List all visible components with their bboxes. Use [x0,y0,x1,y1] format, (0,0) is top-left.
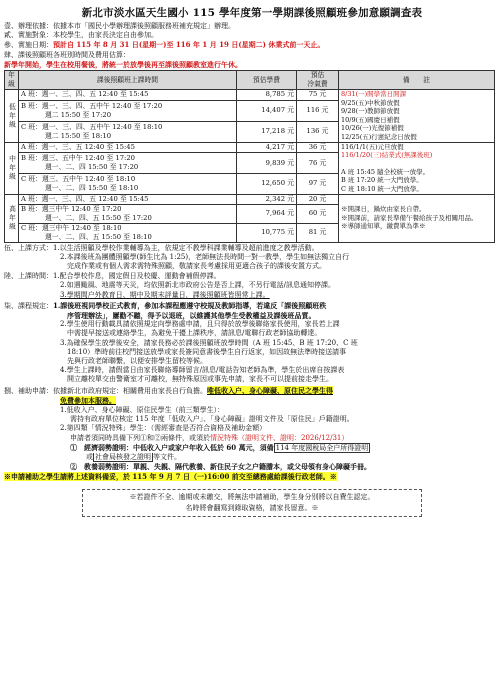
col-notes: 備 註 [339,71,495,90]
qi-item-2b: 中需提早接送或連絡學生，為避免干擾上課秩序，請訊息/電聯行政老師協助轉達。 [67,329,322,338]
footer-notice-box [82,489,422,517]
ba-item-2c1: ① 經濟弱勢證明：中低收入户或家户年收入低於 60 萬元，須備 [70,442,274,452]
time-line: A 班：週一、三、五 12:40 至 15:45 [21,142,135,151]
fee-cell: 4,217 元 [237,142,297,153]
section-wu [4,244,500,272]
time-line: B 班：週一、三、四、五中午 12:40 至 17:20 [21,101,163,110]
ba-income-proof-box: 114 年度國稅局全户所得證明 [275,443,369,452]
basis-line: 壹、辦理依據：依據本市「國民小學辦理課後照顧服務班補充規定」辦理。 [4,22,235,30]
time-line: A 班：週一、三、四、五 12:40 至 15:45 [21,90,149,99]
time-cell [19,142,237,153]
ac-fee-cell: 116 元 [297,100,339,121]
ac-fee-cell: 97 元 [297,173,339,194]
lu-item-3: 3.學期間户外教育日、期中及期末評量日，課後照顧班皆照常上課。 [60,290,270,299]
notes-cell [339,142,495,194]
note-line: ※開課日，鍋炊由家長自帶。 [341,205,426,214]
qi-item-4a: 4.學生上課時，請假當日由家長聯絡導師留言/訊息/電話告知老師為準，學生於出席自按課表 [60,366,345,375]
grade-cell: 低年級 [5,90,19,143]
col-ac: 預估 冷氣費 [297,71,339,90]
note-line: 10/9(五)國慶日補假 [341,115,400,124]
document-title: 新北市淡水區天生國小 115 學年度第一學期課後照顧班參加意願調查表 [81,7,423,19]
ac-fee-cell: 60 元 [297,204,339,223]
note-line: B 班 17:20 統一大門放學。 [341,176,423,185]
table-header-row [5,71,495,90]
fee-cell: 12,650 元 [237,173,297,194]
fee-cell: 17,218 元 [237,121,297,142]
ac-fee-cell: 81 元 [297,223,339,242]
qi-item-3c: 先與行政老師聯繫，以便安排學生留校等候。 [67,356,207,365]
lu-label: 陸、上課時間： [4,272,53,281]
table-row [5,90,495,101]
qi-label: 柒、課程規定： [4,301,53,310]
time-cell [19,204,237,223]
note-line: 8/31(一)開學當日開課 [341,90,407,99]
fee-cell: 8,785 元 [237,90,297,101]
col-fee: 預估學費 [237,71,297,90]
note-line: 116/1/1(五)元旦放假 [341,142,404,151]
table-row [5,194,495,204]
time-line: C 班：週三中午 12:40 至 18:10 [21,223,122,232]
time-cell [19,173,237,194]
time-line: 週二 15:50 至 18:10 [45,131,112,140]
grade-cell: 中年級 [5,142,19,194]
wu-item-2b: 完成作業或有個人需求需特殊照顧，敬請家長考慮採用更適合孩子的課後安置方式。 [67,261,326,270]
fee-cell: 10,775 元 [237,223,297,242]
ba-label: 捌、補助申請： [4,386,53,395]
grade-cell: 高年級 [5,194,19,242]
notes-cell [339,90,495,143]
ac-fee-cell: 76 元 [297,153,339,174]
ba-deadline-warning: ※申請補助之學生請將上述資料備妥，於 115 年 9 月 7 日（一)16:00 前交至總務處給課後行政老師。※ [4,472,337,482]
col-time: 課後照顧班上課時間 [19,71,237,90]
time-line: 週一、二、四 15:50 至 17:20 [45,163,139,172]
date-label: 參、實施日期： [4,41,53,50]
lu-item-2: 2.如遇颱風、地震等天災，均依照新北市政府公告是否上課，不另行電話/訊息通知停課。 [60,281,336,290]
time-cell [19,194,237,204]
ac-fee-cell: 75 元 [297,90,339,101]
ac-fee-cell: 20 元 [297,194,339,204]
time-cell [19,100,237,121]
fee-cell: 14,407 元 [237,100,297,121]
ba-item-2c2-tail: 等文件。 [153,453,181,462]
time-cell [19,223,237,242]
ba-intro-highlight: 唯低收入户、身心障礙、原住民之學生得 [207,385,333,395]
time-line: 週二 15:50 至 17:20 [45,110,112,119]
ba-intro: 依據新北市政府規定：相關費用由家長自行負擔。 [53,386,207,395]
time-line: B 班：週三中午 12:40 至 17:20 [21,204,122,213]
qi-item-1b: 序管理辦法」，屢勸不聽，得予以退班，以維護其他學生受教權益及課後班品質。 [67,310,316,320]
section-lu [4,272,500,300]
notes-cell [339,194,495,242]
target-line: 貳、實施對象：本校學生，由家長決定自由參加。 [4,31,158,40]
note-line: 9/28(一)教師節放假 [341,107,400,116]
note-line: ※開課前，請家長準備午餐給孩子及相關用品。 [341,213,478,222]
note-line: 116/1/20(三)結業式(無課後班) [341,151,433,160]
note-line: C 班 18:10 統一大門放學。 [341,184,423,193]
footer-line-1: ※若證件不全、逾期或未繳交，將無法申請補助，學生身分別將以自費生認定。 [129,492,375,501]
footer-line-2: 名時將會翻寫到錄取資格，請家長留意。※ [185,503,319,512]
note-line: 9/25(五)中秋節放假 [341,98,400,107]
date-value: 預計自 115 年 8 月 31 日(星期一)至 116 年 1 月 19 日(星期二) 休業式前一天止。 [53,40,325,50]
time-line: 週一、二、四 15:50 至 18:10 [45,183,139,192]
ba-social-proof-box: 社會局核發之證明 [95,453,151,462]
note-line: A 班 15:45 隨全校統一放學。 [341,167,430,176]
fee-cell: 2,342 元 [237,194,297,204]
date-line [4,40,500,50]
note-line: 10/26(一)光復節補假 [341,124,404,133]
note-line [341,160,492,168]
ba-item-2b-red: 情況特殊（證明文件、證明：2026/12/31） [210,433,349,442]
wu-item-2a: 2.本課後班為團體照顧學(師生比為 1:25)，老師無法長時間一對一教學，學生如無法獨立自行 [60,252,350,261]
note-line: ※導師通知單，繳費單為準※ [341,222,426,231]
new-semester-note: 新學年開始，學生在校用餐後，將統一於放學後再至課後照顧教室進行午休。 [4,59,242,69]
note-line: 12/25(五)行憲紀念日放假 [341,132,417,141]
time-line: B 班：週三、五中午 12:40 至 17:20 [21,154,135,163]
qi-item-3a: 3.為確保學生放學後安全，請家長務必於課後照顧班放學時間（A 班 15:45、B 班 17:20、C 班 [60,338,358,347]
wu-label: 伍、上課方式： [4,243,53,252]
ac-fee-cell: 136 元 [297,121,339,142]
ba-item-2b: 申請者須同時具備下列①和②兩條件，或須於 [70,433,210,442]
section-ba [4,386,500,483]
ba-item-2d: ② 教養弱勢證明：單親、失親、隔代教養、新住民子女之户籍謄本，或父母領有身心障礙手冊。 [70,462,371,472]
time-line: A 班：週一、三、四、五 12:40 至 15:45 [21,194,149,203]
time-line: 週一、二、四、五 15:50 至 18:10 [45,232,152,241]
time-cell [19,90,237,101]
wu-item-1: 1.以生活照顧及學校作業輔導為主，依規定不教學科課業輔導及超前進度之教學活動。 [53,243,319,252]
time-cell [19,121,237,142]
section-qi [4,301,500,385]
qi-item-3b: 18:10）準時前往校門接送放學或家長簽同意書後學生自行返家，如因故無法準時接送請事 [67,347,347,356]
time-line: C 班：週三、五中午 12:40 至 18:10 [21,174,136,183]
time-line: 週一、二、四、五 15:50 至 17:20 [45,213,152,222]
ba-intro-highlight-2: 免費參加本服務。 [60,395,116,405]
lu-item-1: 1.配合學校作息，國定假日及校慶、運動會補假停課。 [53,272,221,281]
time-cell [19,153,237,174]
time-line: C 班：週一、三、四、五中午 12:40 至 18:10 [21,122,163,131]
ba-item-1: 1.低收入户、身心障礙、原住民學生（前三類學生）： [60,406,225,414]
table-row [5,142,495,153]
ac-fee-cell: 36 元 [297,142,339,153]
qi-item-4b: 開立離校單交由警衛室才可離校，無特殊原因或事先申請，家長不可以提前接走學生。 [67,375,333,384]
qi-item-2a: 2.學生使用行動載具請依照規定向學務處申請，且只得於放學後聯絡家長使用，家長若上課 [60,320,340,329]
fee-cell: 7,964 元 [237,204,297,223]
fee-cell: 9,839 元 [237,153,297,174]
ba-item-2: 2.第四類「情況特殊」學生：（需經審查是否符合資格及補助金額） [60,424,267,433]
ba-item-2c2: 或 [86,453,93,462]
class-schedule-table [4,70,495,243]
col-grade: 年級 [5,71,19,90]
ba-item-1b: 需持有政府單位核定 115 年度「低收入户」、「身心障礙」證明文件及「原住民」戶籍證明。 [70,415,354,424]
qi-item-1a: 1.課後班視同學校正式教育，參加本課程應遵守校規及教師指導，若違反「課後照顧班秩 [53,300,327,310]
fee-heading: 肆、課後照顧班各班別時間及費用估算： [4,50,130,59]
